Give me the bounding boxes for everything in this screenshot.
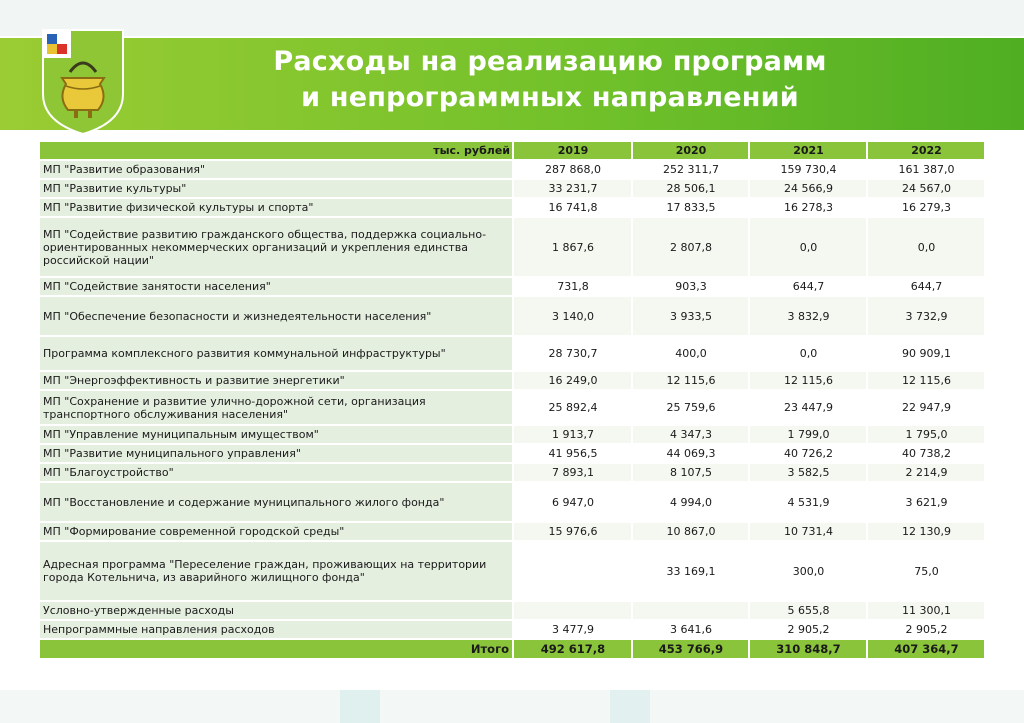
- cell-value: 400,0: [632, 336, 749, 371]
- cell-value: 4 531,9: [749, 482, 867, 522]
- row-label: Условно-утвержденные расходы: [39, 601, 513, 620]
- cell-value: 5 655,8: [749, 601, 867, 620]
- background-tile: [610, 690, 650, 723]
- table-row: [39, 620, 985, 639]
- cell-value: 24 566,9: [749, 179, 867, 198]
- table-row: [39, 463, 985, 482]
- title-line-1: Расходы на реализацию программ: [273, 46, 827, 77]
- table-row: [39, 444, 985, 463]
- cell-value: 3 732,9: [867, 296, 985, 336]
- row-label: МП "Формирование современной городской среды": [39, 522, 513, 541]
- table-row: [39, 336, 985, 371]
- cell-value: 8 107,5: [632, 463, 749, 482]
- row-label: МП "Содействие развитию гражданского общества, поддержка социально-ориентированных некоммерческих организаций и укрепления единства российской нации": [39, 217, 513, 277]
- table-body: [39, 160, 985, 639]
- table-row: [39, 482, 985, 522]
- expenses-table-container: [38, 140, 984, 660]
- cell-value: 75,0: [867, 541, 985, 601]
- cell-value: 2 905,2: [749, 620, 867, 639]
- background-tile: [340, 690, 380, 723]
- table-row: [39, 160, 985, 179]
- cell-value: 287 868,0: [513, 160, 632, 179]
- cell-value: 12 115,6: [632, 371, 749, 390]
- cell-value: 2 214,9: [867, 463, 985, 482]
- cell-value: 28 730,7: [513, 336, 632, 371]
- background-tile: [0, 0, 1024, 36]
- cell-value: 12 115,6: [867, 371, 985, 390]
- row-label: Программа комплексного развития коммунальной инфраструктуры": [39, 336, 513, 371]
- cell-value: 4 347,3: [632, 425, 749, 444]
- row-label: МП "Развитие физической культуры и спорта": [39, 198, 513, 217]
- cell-value: 28 506,1: [632, 179, 749, 198]
- cell-value: 3 140,0: [513, 296, 632, 336]
- cell-value: 33 169,1: [632, 541, 749, 601]
- cell-value: 0,0: [867, 217, 985, 277]
- cell-value: 731,8: [513, 277, 632, 296]
- cell-value: 3 621,9: [867, 482, 985, 522]
- cell-value: 903,3: [632, 277, 749, 296]
- cell-value: 2 807,8: [632, 217, 749, 277]
- row-label: МП "Энергоэффективность и развитие энергетики": [39, 371, 513, 390]
- cell-value: [513, 541, 632, 601]
- cell-value: 3 477,9: [513, 620, 632, 639]
- row-label: Адресная программа "Переселение граждан, проживающих на территории города Котельнича, из аварийного жилищного фонда": [39, 541, 513, 601]
- cell-value: 11 300,1: [867, 601, 985, 620]
- cell-value: 6 947,0: [513, 482, 632, 522]
- cell-value: 0,0: [749, 336, 867, 371]
- cell-value: 16 279,3: [867, 198, 985, 217]
- row-label: МП "Восстановление и содержание муниципального жилого фонда": [39, 482, 513, 522]
- cell-value: 1 795,0: [867, 425, 985, 444]
- cell-value: 1 913,7: [513, 425, 632, 444]
- row-label: МП "Развитие культуры": [39, 179, 513, 198]
- cell-value: 3 582,5: [749, 463, 867, 482]
- cell-value: 159 730,4: [749, 160, 867, 179]
- table-row: [39, 277, 985, 296]
- year-header: 2020: [632, 141, 749, 160]
- table-row: [39, 601, 985, 620]
- cell-value: 0,0: [749, 217, 867, 277]
- cell-value: 24 567,0: [867, 179, 985, 198]
- total-value: 492 617,8: [513, 639, 632, 659]
- row-label: Непрограммные направления расходов: [39, 620, 513, 639]
- cell-value: 40 726,2: [749, 444, 867, 463]
- table-row: [39, 390, 985, 425]
- table-row: [39, 179, 985, 198]
- cell-value: 252 311,7: [632, 160, 749, 179]
- total-label: Итого: [39, 639, 513, 659]
- row-label: МП "Управление муниципальным имуществом": [39, 425, 513, 444]
- title-line-2: и непрограммных направлений: [301, 82, 799, 113]
- cell-value: 16 741,8: [513, 198, 632, 217]
- cell-value: 10 731,4: [749, 522, 867, 541]
- cell-value: 3 832,9: [749, 296, 867, 336]
- year-header: 2022: [867, 141, 985, 160]
- total-value: 407 364,7: [867, 639, 985, 659]
- coat-of-arms-icon: [40, 28, 126, 136]
- cell-value: 3 933,5: [632, 296, 749, 336]
- cell-value: 40 738,2: [867, 444, 985, 463]
- cell-value: 644,7: [749, 277, 867, 296]
- cell-value: 1 799,0: [749, 425, 867, 444]
- cell-value: 1 867,6: [513, 217, 632, 277]
- row-label: МП "Развитие муниципального управления": [39, 444, 513, 463]
- row-label: МП "Развитие образования": [39, 160, 513, 179]
- cell-value: 2 905,2: [867, 620, 985, 639]
- row-label: МП "Благоустройство": [39, 463, 513, 482]
- cell-value: 3 641,6: [632, 620, 749, 639]
- cell-value: 33 231,7: [513, 179, 632, 198]
- table-header-row: [39, 141, 985, 160]
- cell-value: 16 278,3: [749, 198, 867, 217]
- cell-value: 25 892,4: [513, 390, 632, 425]
- table-row: [39, 541, 985, 601]
- cell-value: 23 447,9: [749, 390, 867, 425]
- table-row: [39, 198, 985, 217]
- cell-value: 644,7: [867, 277, 985, 296]
- expenses-table: [38, 140, 986, 660]
- row-label: МП "Содействие занятости населения": [39, 277, 513, 296]
- table-row: [39, 217, 985, 277]
- table-row: [39, 296, 985, 336]
- page-title: [230, 44, 870, 116]
- unit-label: тыс. рублей: [39, 141, 513, 160]
- cell-value: 44 069,3: [632, 444, 749, 463]
- row-label: МП "Сохранение и развитие улично-дорожной сети, организация транспортного обслуживания населения": [39, 390, 513, 425]
- year-header: 2019: [513, 141, 632, 160]
- cell-value: [513, 601, 632, 620]
- cell-value: 161 387,0: [867, 160, 985, 179]
- cell-value: [632, 601, 749, 620]
- cell-value: 12 130,9: [867, 522, 985, 541]
- cell-value: 4 994,0: [632, 482, 749, 522]
- cell-value: 15 976,6: [513, 522, 632, 541]
- cell-value: 90 909,1: [867, 336, 985, 371]
- row-label: МП "Обеспечение безопасности и жизнедеятельности населения": [39, 296, 513, 336]
- total-row: [39, 639, 985, 659]
- table-row: [39, 522, 985, 541]
- cell-value: 7 893,1: [513, 463, 632, 482]
- cell-value: 17 833,5: [632, 198, 749, 217]
- cell-value: 25 759,6: [632, 390, 749, 425]
- table-row: [39, 425, 985, 444]
- year-header: 2021: [749, 141, 867, 160]
- cell-value: 16 249,0: [513, 371, 632, 390]
- cell-value: 300,0: [749, 541, 867, 601]
- cell-value: 12 115,6: [749, 371, 867, 390]
- cell-value: 10 867,0: [632, 522, 749, 541]
- cell-value: 41 956,5: [513, 444, 632, 463]
- total-value: 453 766,9: [632, 639, 749, 659]
- total-value: 310 848,7: [749, 639, 867, 659]
- background-tile: [0, 690, 1024, 723]
- cell-value: 22 947,9: [867, 390, 985, 425]
- table-row: [39, 371, 985, 390]
